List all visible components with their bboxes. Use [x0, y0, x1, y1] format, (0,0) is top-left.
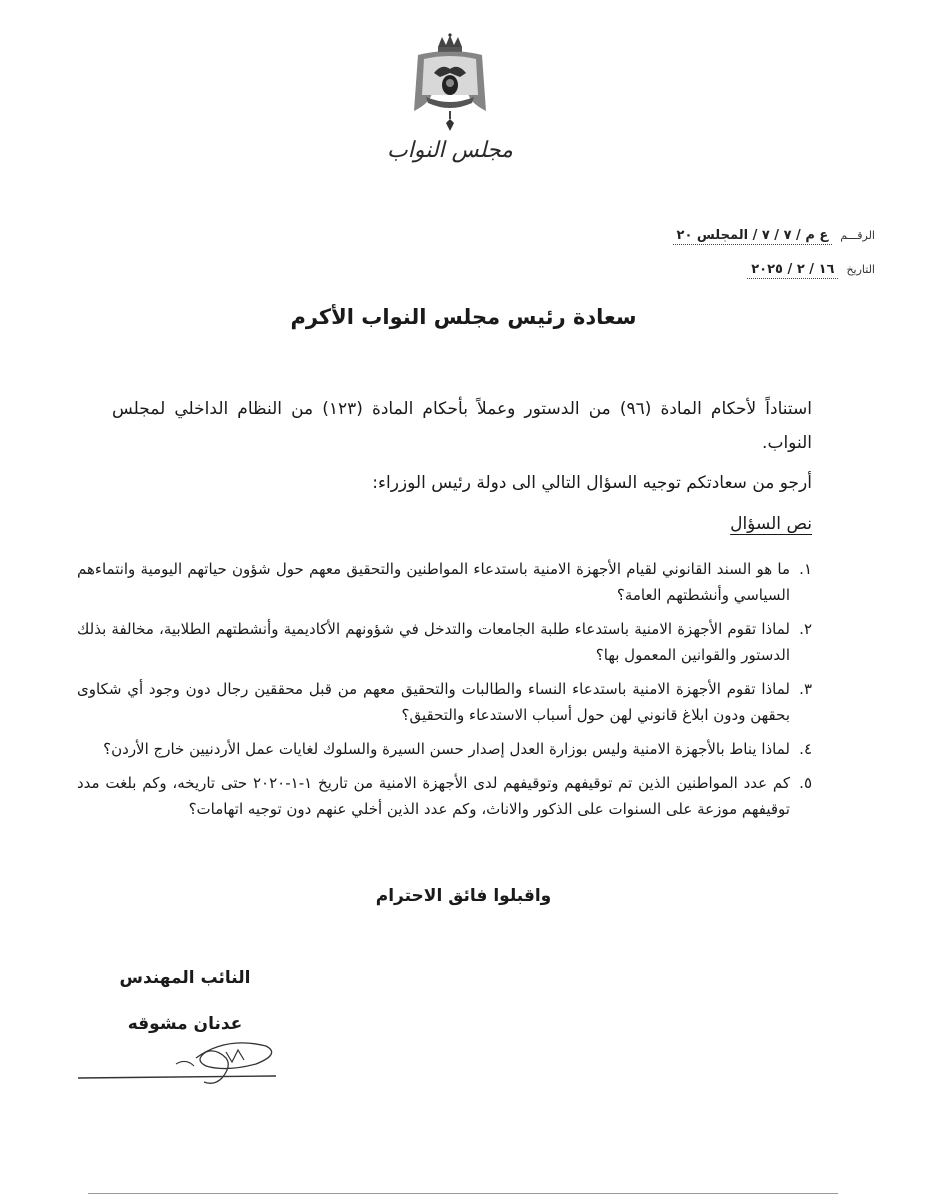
signer-name: عدنان مشوقه — [127, 1014, 243, 1034]
reference-number-row — [673, 228, 875, 250]
question-number: ٥. — [799, 774, 812, 792]
reference-number-value: ع م / ٧ / ٧ / المجلس ٢٠ — [673, 228, 833, 245]
addressee-heading: سعادة رئيس مجلس النواب الأكرم — [290, 305, 637, 329]
question-item — [77, 770, 812, 822]
question-number: ٢. — [799, 620, 812, 638]
request-paragraph: أرجو من سعادتكم توجيه السؤال التالي الى دولة رئيس الوزراء: — [372, 473, 812, 493]
question-item — [77, 556, 812, 608]
question-item — [77, 616, 812, 668]
question-number: ٤. — [799, 740, 812, 758]
reference-number-label: الرقـــم — [840, 229, 875, 242]
question-text: لماذا تقوم الأجهزة الامنية باستدعاء النساء والطالبات والتحقيق معهم من قبل محققين رجال دون وجود أي شكاوى بحقهن ودون ابلاغ قانوني لهن حول أسباب الاستدعاء والتحقيق؟ — [77, 680, 790, 724]
date-label: التاريخ — [846, 263, 875, 276]
date-row — [747, 262, 875, 284]
jordan-coat-of-arms-icon — [410, 33, 490, 133]
footer-divider — [88, 1193, 838, 1194]
questions-list — [77, 556, 812, 830]
question-text: لماذا يناط بالأجهزة الامنية وليس بوزارة العدل إصدار حسن السيرة والسلوك لغايات عمل الأردنيين خارج الأردن؟ — [103, 740, 790, 758]
questions-heading: نص السؤال — [730, 514, 812, 534]
question-item — [77, 736, 812, 762]
question-text: كم عدد المواطنين الذين تم توقيفهم وتوقيفهم لدى الأجهزة الامنية من تاريخ ١-١-٢٠٢٠ حتى تاريخه، وكم بلغت مدد توقيفهم موزعة على السنوات على الذكور والاناث، وكم عدد الذين أخلي عنهم دون توجيه اتهامات؟ — [77, 774, 791, 818]
signer-title: النائب المهندس — [119, 968, 251, 988]
question-item — [77, 676, 812, 728]
question-text: ما هو السند القانوني لقيام الأجهزة الامنية باستدعاء المواطنين والتحقيق معهم حول شؤون حياتهم اليومية وانتماءهم السياسي وأنشطتهم العامة؟ — [77, 560, 790, 604]
question-text: لماذا تقوم الأجهزة الامنية باستدعاء طلبة الجامعات والتدخل في شؤونهم الأكاديمية وأنشطتهم الطلابية، مخالفة بذلك الدستور والقوانين المعمول بها؟ — [77, 620, 790, 664]
question-number: ١. — [799, 560, 812, 578]
question-number: ٣. — [799, 680, 812, 698]
council-name: مجلس النواب — [387, 138, 513, 163]
handwritten-signature — [76, 1028, 286, 1088]
date-value: ١٦ / ٢ / ٢٠٢٥ — [747, 262, 838, 279]
closing-salutation: واقبلوا فائق الاحترام — [375, 886, 552, 906]
intro-paragraph: استناداً لأحكام المادة (٩٦) من الدستور وعملاً بأحكام المادة (١٢٣) من النظام الداخلي لمجلس النواب. — [112, 399, 812, 453]
